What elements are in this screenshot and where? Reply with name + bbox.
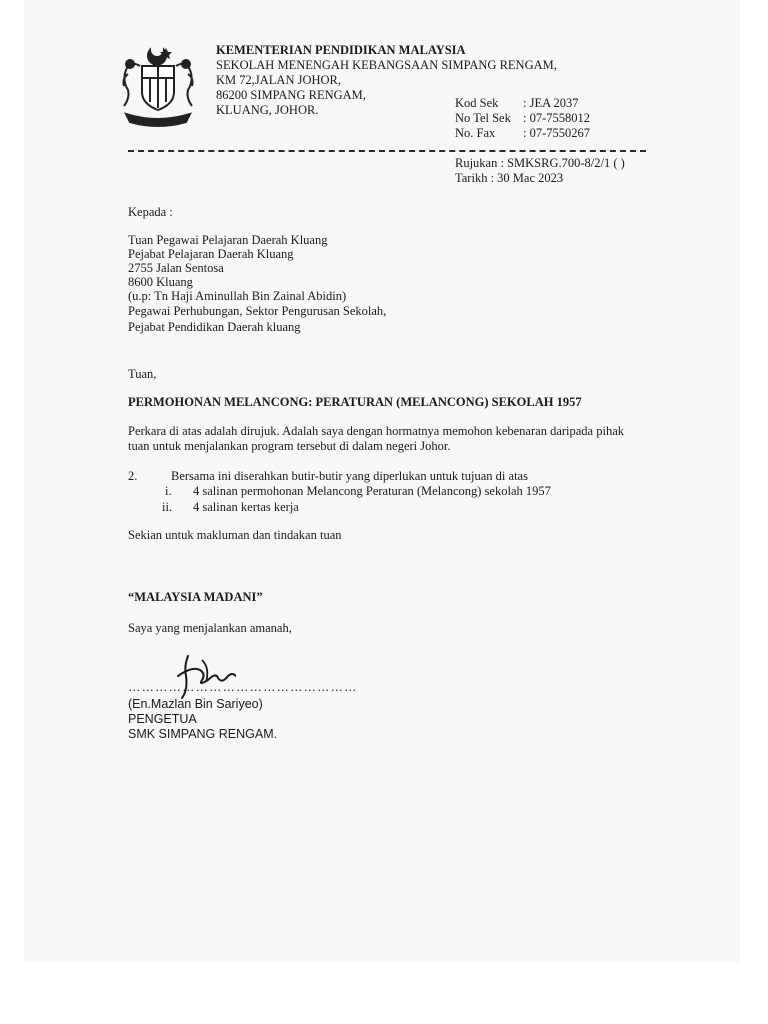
paragraph-1-line-1: Perkara di atas adalah dirujuk. Adalah saya dengan hormatnya memohon kebenaran daripada pihak [128,424,624,438]
school-code-label: Kod Sek [455,96,499,110]
signature-line: …………………………………………… [128,680,358,694]
letter-date: Tarikh : 30 Mac 2023 [455,171,564,185]
list-item-text: 4 salinan kertas kerja [193,500,299,514]
closing-line: Sekian untuk makluman dan tindakan tuan [128,528,342,542]
recipient-line: 2755 Jalan Sentosa [128,261,224,275]
signatory-title: PENGETUA [128,712,197,726]
recipient-line: (u.p: Tn Haji Aminullah Bin Zainal Abidin) [128,289,347,303]
paragraph-2-number: 2. [128,469,138,483]
school-fax-label: No. Fax [455,126,496,140]
kepada-label: Kepada : [128,205,173,219]
salutation: Tuan, [128,367,157,381]
school-fax-value: : 07-7550267 [523,126,591,140]
school-name: SEKOLAH MENENGAH KEBANGSAAN SIMPANG RENGAM, [216,58,557,72]
list-item-number: ii. [162,500,173,514]
school-phone-value: : 07-7558012 [523,111,591,125]
recipient-line: Pejabat Pendidikan Daerah kluang [128,320,301,334]
school-code-value: : JEA 2037 [523,96,579,110]
recipient-line: Pegawai Perhubungan, Sektor Pengurusan Sekolah, [128,304,387,318]
paragraph-1-line-2: tuan untuk menjalankan program tersebut di dalam negeri Johor. [128,439,451,453]
address-line-2: 86200 SIMPANG RENGAM, [216,88,366,102]
letter-subject: PERMOHONAN MELANCONG: PERATURAN (MELANCONG) SEKOLAH 1957 [128,395,582,409]
ministry-name: KEMENTERIAN PENDIDIKAN MALAYSIA [216,43,466,57]
recipient-line: 8600 Kluang [128,275,193,289]
school-phone [455,111,590,126]
pledge-line: Saya yang menjalankan amanah, [128,621,292,635]
recipient-line: Tuan Pegawai Pelajaran Daerah Kluang [128,233,328,247]
letterhead-divider [128,150,646,152]
school-phone-label: No Tel Sek [455,111,511,125]
list-item-text: 4 salinan permohonan Melancong Peraturan (Melancong) sekolah 1957 [193,484,551,498]
signatory-name: (En.Mazlan Bin Sariyeo) [128,697,263,711]
signatory-school: SMK SIMPANG RENGAM. [128,727,278,741]
school-code [455,96,579,111]
address-line-3: KLUANG, JOHOR. [216,103,319,117]
school-fax [455,126,590,141]
paragraph-2-text: Bersama ini diserahkan butir-butir yang diperlukan untuk tujuan di atas [171,469,528,483]
malaysia-coat-of-arms-logo [116,44,200,128]
motto: “MALAYSIA MADANI” [128,590,263,604]
recipient-line: Pejabat Pelajaran Daerah Kluang [128,247,294,261]
address-line-1: KM 72,JALAN JOHOR, [216,73,342,87]
list-item-number: i. [165,484,172,498]
reference-number: Rujukan : SMKSRG.700-8/2/1 ( ) [455,156,625,170]
